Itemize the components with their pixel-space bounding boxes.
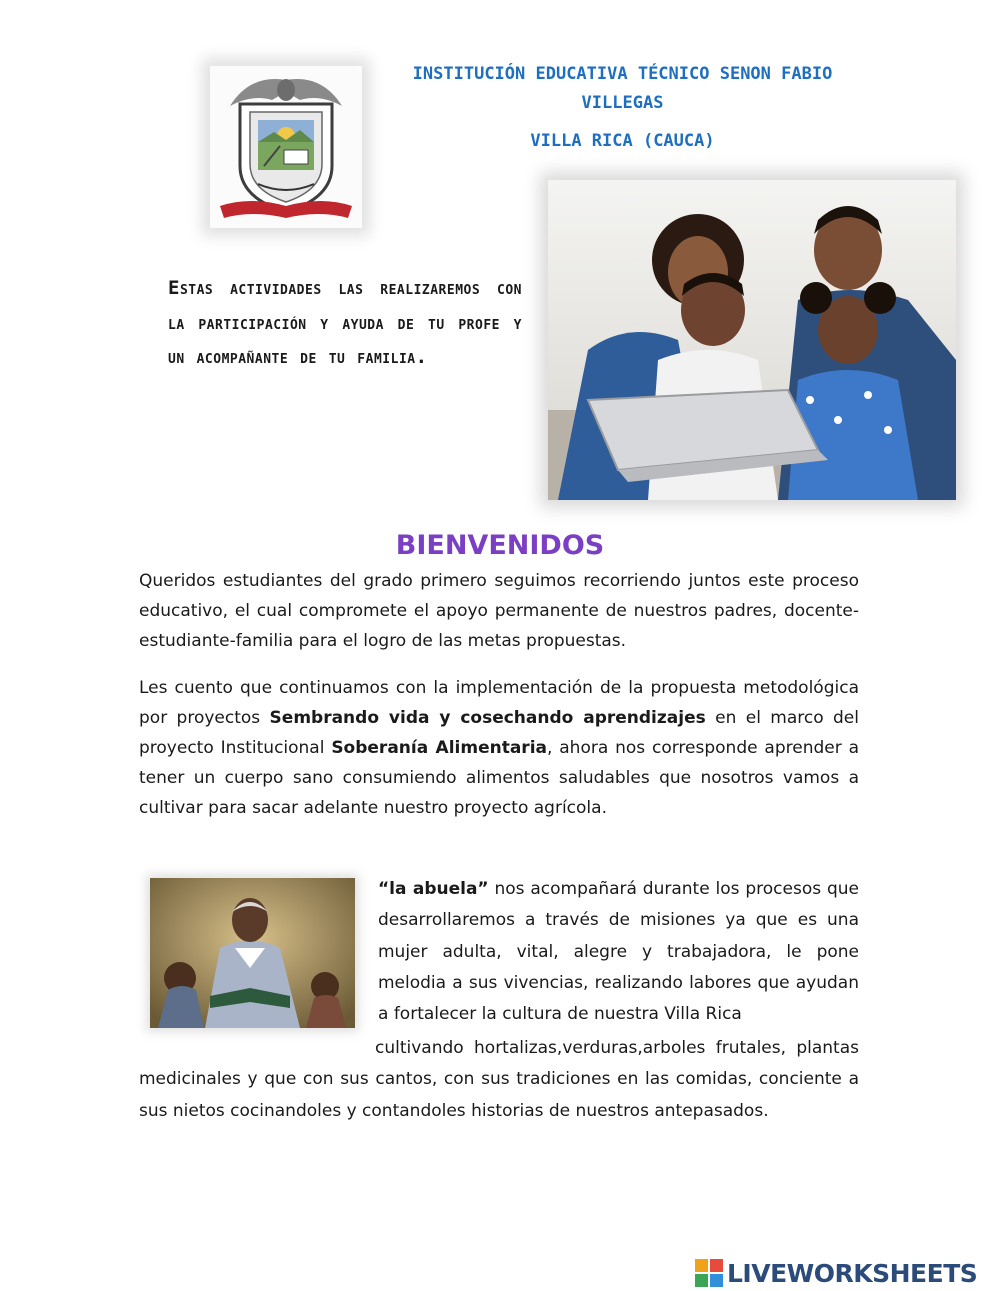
project-name: Sembrando vida y cosechando aprendizajes (269, 708, 706, 728)
p2-text-3: , ahora nos corresponde aprender a tener un cuerpo sano consumiendo alimentos saludables que nosotros vamos a cultivar para sacar adelante nuestro proyecto agrícola. (139, 738, 859, 818)
abuela-description (378, 874, 859, 1030)
liveworksheets-logo (695, 1258, 977, 1288)
school-crest (210, 66, 362, 228)
abuela-name: “la abuela” (378, 879, 489, 899)
school-city: VILLA RICA (CAUCA) (530, 131, 715, 151)
school-name: INSTITUCIÓN EDUCATIVA TÉCNICO SENON FABIO VILLEGAS (412, 64, 833, 113)
activities-note: Estas actividades las realizaremos con la participación y ayuda de tu profe y un acompañante de tu familia. (168, 277, 522, 368)
p2-text-1: Les cuento que continuamos con la implementación de la propuesta metodológica por proyectos (139, 678, 859, 728)
family-laptop-illustration (548, 180, 956, 500)
crest-emblem-icon (210, 66, 362, 228)
liveworksheets-logo-icon (695, 1259, 723, 1287)
grandmother-reading-illustration (150, 878, 355, 1028)
institutional-project-name: Soberanía Alimentaria (331, 738, 547, 758)
p2-text-2: en el marco del proyecto Institucional (139, 708, 859, 758)
welcome-paragraph-2 (139, 673, 859, 823)
abuela-text-2: cultivando hortalizas,verduras,arboles frutales, plantas medicinales y que con sus cantos, con sus tradiciones en las comidas, conciente a sus nietos cocinandoles y contandoles historias de nuestros antepasados. (139, 1038, 859, 1121)
abuela-description-continued (139, 1033, 859, 1127)
welcome-paragraph-1: Queridos estudiantes del grado primero seguimos recorriendo juntos este proceso educativo, el cual compromete el apoyo permanente de nuestros padres, docente-estudiante-familia para el logro de las metas propuestas. (139, 571, 859, 651)
welcome-title: BIENVENIDOS (395, 530, 605, 561)
family-photo (548, 180, 956, 500)
abuela-text-1: nos acompañará durante los procesos que desarrollaremos a través de misiones ya que es una mujer adulta, vital, alegre y trabajadora, le pone melodia a sus vivencias, realizando labores que ayudan a fortalecer la cultura de nuestra Villa Rica (378, 879, 860, 1025)
abuela-painting (150, 878, 355, 1028)
liveworksheets-brand: LIVEWORKSHEETS (727, 1258, 978, 1288)
